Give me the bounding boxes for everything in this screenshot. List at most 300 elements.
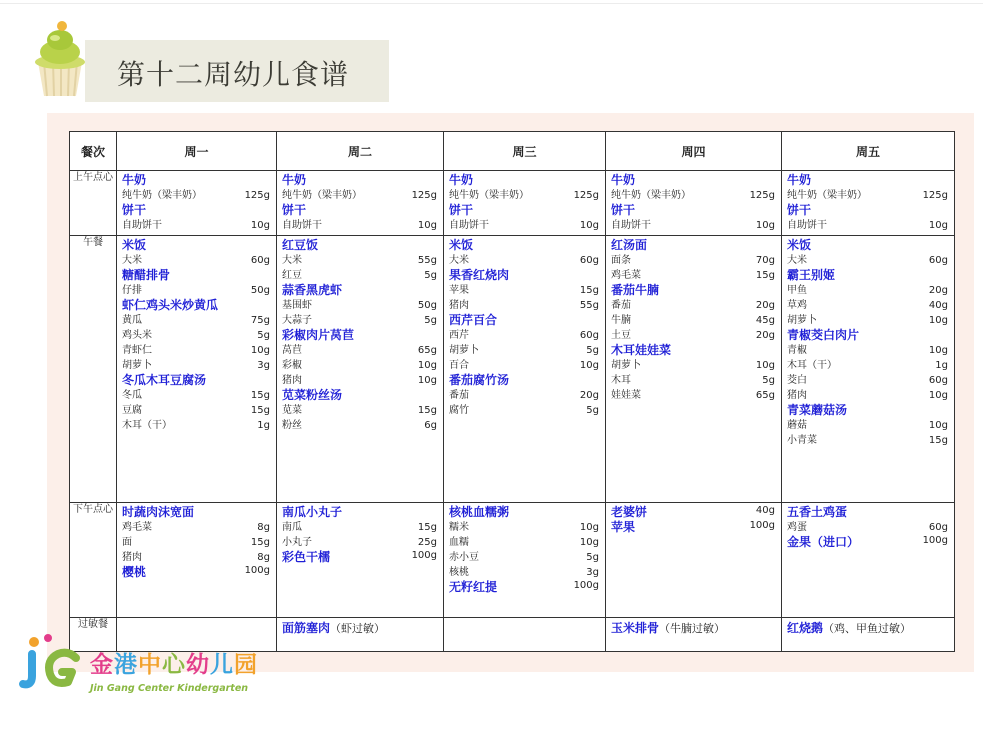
ingredient-line [787, 388, 948, 403]
meal-label: 过敏餐 [70, 618, 117, 652]
meal-row [70, 236, 955, 503]
dish-line [282, 283, 437, 298]
dish-line [787, 268, 948, 283]
ingredient-quantity: 125g [244, 190, 270, 201]
ingredient-line [449, 298, 599, 313]
menu-cell [277, 503, 444, 618]
ingredient-line [787, 298, 948, 313]
ingredient-quantity: 20g [928, 285, 948, 296]
dish-quantity: 100g [244, 565, 270, 576]
dish-name: 无籽红提 [449, 580, 498, 594]
menu-cell [606, 618, 782, 652]
dish-name: 米饭 [787, 238, 812, 252]
ingredient-name: 土豆 [611, 330, 631, 341]
ingredient-quantity: 3g [257, 360, 270, 371]
dish-line [611, 238, 775, 253]
ingredient-name: 甲鱼 [787, 285, 807, 296]
ingredient-quantity: 5g [762, 375, 775, 386]
dish-name: 虾仁鸡头米炒黄瓜 [122, 298, 219, 312]
ingredient-line [787, 253, 948, 268]
ingredient-line [449, 403, 599, 418]
ingredient-line [122, 358, 270, 373]
ingredient-name: 面条 [611, 255, 631, 266]
ingredient-quantity: 10g [417, 375, 437, 386]
dish-quantity: 100g [411, 550, 437, 561]
ingredient-name: 黄瓜 [122, 315, 142, 326]
dish-line [611, 283, 775, 298]
ingredient-line [787, 343, 948, 358]
ingredient-name: 猪肉 [122, 552, 142, 563]
dish-name: 青菜蘑菇汤 [787, 403, 848, 417]
ingredient-line [122, 343, 270, 358]
dish-line [449, 203, 599, 218]
ingredient-line [449, 358, 599, 373]
ingredient-line [611, 218, 775, 233]
dish-name: 青椒茭白肉片 [787, 328, 860, 342]
ingredient-line [122, 550, 270, 565]
day-header: 周三 [444, 132, 606, 171]
dish-quantity: 40g [755, 505, 775, 516]
ingredient-name: 草鸡 [787, 300, 807, 311]
ingredient-quantity: 10g [250, 220, 270, 231]
ingredient-quantity: 50g [417, 300, 437, 311]
dish-line [787, 403, 948, 418]
dish-name: 苹果 [611, 520, 636, 534]
ingredient-quantity: 55g [417, 255, 437, 266]
ingredient-name: 红豆 [282, 270, 302, 281]
ingredient-name: 鸡蛋 [787, 522, 807, 533]
ingredient-name: 鸡毛菜 [611, 270, 641, 281]
ingredient-line [611, 268, 775, 283]
dish-line [122, 298, 270, 313]
menu-cell [782, 236, 955, 503]
dish-line [449, 580, 599, 595]
ingredient-line [282, 253, 437, 268]
ingredient-quantity: 5g [424, 315, 437, 326]
ingredient-name: 大米 [787, 255, 807, 266]
header-row [70, 132, 955, 171]
dish-line [787, 328, 948, 343]
ingredient-line [611, 298, 775, 313]
top-rule [0, 3, 983, 4]
ingredient-name: 彩椒 [282, 360, 302, 371]
ingredient-line [787, 218, 948, 233]
dish-quantity: 100g [749, 520, 775, 531]
ingredient-quantity: 10g [417, 360, 437, 371]
ingredient-quantity: 10g [928, 390, 948, 401]
ingredient-quantity: 125g [749, 190, 775, 201]
ingredient-name: 自助饼干 [449, 220, 489, 231]
ingredient-line [122, 418, 270, 433]
day-header: 周四 [606, 132, 782, 171]
ingredient-quantity: 10g [928, 420, 948, 431]
ingredient-quantity: 8g [257, 552, 270, 563]
ingredient-line [449, 188, 599, 203]
ingredient-quantity: 15g [250, 390, 270, 401]
ingredient-name: 百合 [449, 360, 469, 371]
allergy-note: （虾过敏） [330, 622, 386, 635]
dish-line [787, 505, 948, 520]
dish-line [611, 505, 775, 520]
ingredient-quantity: 20g [579, 390, 599, 401]
ingredient-quantity: 50g [250, 285, 270, 296]
ingredient-quantity: 40g [928, 300, 948, 311]
ingredient-name: 鸡毛菜 [122, 522, 152, 533]
logo-character: 金 [90, 652, 114, 678]
dish-line [282, 505, 437, 520]
ingredient-name: 自助饼干 [122, 220, 162, 231]
ingredient-name: 胡萝卜 [611, 360, 641, 371]
dish-name: 蒜香黑虎虾 [282, 283, 343, 297]
dish-name: 红豆饭 [282, 238, 319, 252]
dish-line [611, 620, 775, 636]
ingredient-quantity: 8g [257, 522, 270, 533]
dish-line [122, 203, 270, 218]
ingredient-quantity: 65g [755, 390, 775, 401]
ingredient-name: 糯米 [449, 522, 469, 533]
dish-line [787, 203, 948, 218]
ingredient-quantity: 6g [424, 420, 437, 431]
ingredient-name: 自助饼干 [787, 220, 827, 231]
ingredient-name: 茭白 [787, 375, 807, 386]
menu-cell [782, 503, 955, 618]
ingredient-line [122, 253, 270, 268]
ingredient-line [282, 358, 437, 373]
dish-quantity: 100g [922, 535, 948, 546]
dish-name: 红烧鹅 [787, 621, 824, 635]
ingredient-name: 大米 [282, 255, 302, 266]
ingredient-quantity: 60g [928, 375, 948, 386]
jg-logo-icon [18, 632, 86, 698]
menu-cell [277, 236, 444, 503]
ingredient-line [449, 565, 599, 580]
ingredient-name: 基围虾 [282, 300, 312, 311]
ingredient-quantity: 5g [257, 330, 270, 341]
dish-line [122, 173, 270, 188]
dish-line [122, 238, 270, 253]
ingredient-name: 青椒 [787, 345, 807, 356]
menu-cell [277, 171, 444, 236]
menu-cell [782, 171, 955, 236]
ingredient-line [122, 388, 270, 403]
ingredient-name: 鸡头米 [122, 330, 152, 341]
day-header: 周一 [117, 132, 277, 171]
ingredient-line [282, 403, 437, 418]
dish-line [282, 328, 437, 343]
ingredient-quantity: 15g [755, 270, 775, 281]
ingredient-quantity: 125g [573, 190, 599, 201]
ingredient-name: 小丸子 [282, 537, 312, 548]
ingredient-name: 纯牛奶（梁丰奶） [282, 190, 362, 201]
dish-name: 饼干 [282, 203, 307, 217]
dish-name: 牛奶 [449, 173, 474, 187]
meal-label: 下午点心 [70, 503, 117, 618]
dish-name: 金果（进口） [787, 535, 860, 549]
ingredient-name: 自助饼干 [611, 220, 651, 231]
ingredient-name: 苹果 [449, 285, 469, 296]
dish-name: 果香红烧肉 [449, 268, 510, 282]
ingredient-line [449, 283, 599, 298]
ingredient-line [787, 188, 948, 203]
dish-name: 牛奶 [282, 173, 307, 187]
dish-line [787, 238, 948, 253]
logo-english-name: Jin Gang Center Kindergarten [90, 683, 249, 694]
dish-name: 饼干 [449, 203, 474, 217]
ingredient-quantity: 60g [928, 522, 948, 533]
ingredient-quantity: 15g [417, 522, 437, 533]
meal-label: 上午点心 [70, 171, 117, 236]
ingredient-quantity: 60g [579, 255, 599, 266]
menu-cell [277, 618, 444, 652]
dish-line [282, 620, 437, 636]
ingredient-name: 猪肉 [449, 300, 469, 311]
ingredient-quantity: 60g [579, 330, 599, 341]
ingredient-name: 牛腩 [611, 315, 631, 326]
ingredient-quantity: 10g [928, 315, 948, 326]
ingredient-quantity: 125g [411, 190, 437, 201]
ingredient-name: 小青菜 [787, 435, 817, 446]
ingredient-name: 仔排 [122, 285, 142, 296]
dish-line [787, 535, 948, 550]
dish-line [282, 388, 437, 403]
dish-line [611, 173, 775, 188]
dish-name: 米饭 [449, 238, 474, 252]
menu-cell [782, 618, 955, 652]
ingredient-quantity: 45g [755, 315, 775, 326]
ingredient-line [122, 283, 270, 298]
ingredient-line [282, 535, 437, 550]
ingredient-quantity: 10g [579, 360, 599, 371]
ingredient-line [122, 328, 270, 343]
ingredient-name: 核桃 [449, 567, 469, 578]
dish-name: 老婆饼 [611, 505, 648, 519]
ingredient-line [449, 218, 599, 233]
ingredient-quantity: 15g [250, 405, 270, 416]
ingredient-line [611, 388, 775, 403]
dish-line [449, 173, 599, 188]
logo-character: 幼 [186, 652, 210, 678]
ingredient-line [787, 520, 948, 535]
day-header: 周二 [277, 132, 444, 171]
ingredient-name: 赤小豆 [449, 552, 479, 563]
ingredient-line [449, 550, 599, 565]
menu-cell [606, 503, 782, 618]
ingredient-line [282, 188, 437, 203]
ingredient-line [122, 218, 270, 233]
ingredient-name: 腐竹 [449, 405, 469, 416]
dish-name: 苋菜粉丝汤 [282, 388, 343, 402]
ingredient-name: 番茄 [449, 390, 469, 401]
dish-name: 玉米排骨 [611, 621, 660, 635]
dish-line [449, 238, 599, 253]
ingredient-name: 木耳（干） [122, 420, 172, 431]
logo-character: 港 [114, 652, 138, 678]
ingredient-quantity: 10g [579, 220, 599, 231]
ingredient-line [611, 313, 775, 328]
ingredient-line [449, 253, 599, 268]
dish-line [282, 203, 437, 218]
dish-name: 彩椒肉片莴苣 [282, 328, 355, 342]
dish-line [449, 268, 599, 283]
meal-label: 午餐 [70, 236, 117, 503]
ingredient-line [611, 328, 775, 343]
dish-line [122, 373, 270, 388]
dish-line [787, 620, 948, 636]
ingredient-name: 纯牛奶（梁丰奶） [449, 190, 529, 201]
ingredient-name: 青虾仁 [122, 345, 152, 356]
ingredient-line [282, 268, 437, 283]
ingredient-quantity: 5g [586, 405, 599, 416]
ingredient-line [449, 520, 599, 535]
dish-name: 牛奶 [122, 173, 147, 187]
dish-line [282, 550, 437, 565]
logo-chinese-name [90, 652, 258, 678]
ingredient-quantity: 1g [257, 420, 270, 431]
ingredient-quantity: 10g [755, 220, 775, 231]
menu-cell [444, 618, 606, 652]
ingredient-name: 豆腐 [122, 405, 142, 416]
logo-character: 园 [234, 652, 258, 678]
ingredient-name: 娃娃菜 [611, 390, 641, 401]
ingredient-name: 猪肉 [282, 375, 302, 386]
dish-name: 米饭 [122, 238, 147, 252]
menu-cell [117, 171, 277, 236]
menu-cell [117, 236, 277, 503]
dish-name: 核桃血糯粥 [449, 505, 510, 519]
ingredient-line [122, 535, 270, 550]
ingredient-quantity: 1g [935, 360, 948, 371]
ingredient-name: 木耳（干） [787, 360, 837, 371]
ingredient-line [282, 373, 437, 388]
ingredient-name: 苋菜 [282, 405, 302, 416]
ingredient-quantity: 125g [922, 190, 948, 201]
ingredient-line [282, 418, 437, 433]
dish-name: 牛奶 [787, 173, 812, 187]
ingredient-quantity: 15g [579, 285, 599, 296]
ingredient-name: 胡萝卜 [449, 345, 479, 356]
ingredient-line [122, 403, 270, 418]
ingredient-quantity: 15g [417, 405, 437, 416]
menu-cell [117, 503, 277, 618]
dish-name: 西芹百合 [449, 313, 498, 327]
dish-name: 牛奶 [611, 173, 636, 187]
ingredient-name: 自助饼干 [282, 220, 322, 231]
ingredient-name: 番茄 [611, 300, 631, 311]
ingredient-line [282, 520, 437, 535]
ingredient-line [787, 313, 948, 328]
logo-character: 中 [138, 652, 162, 678]
ingredient-name: 纯牛奶（梁丰奶） [611, 190, 691, 201]
menu-cell [444, 171, 606, 236]
dish-name: 彩色干檽 [282, 550, 331, 564]
ingredient-quantity: 20g [755, 330, 775, 341]
ingredient-line [282, 298, 437, 313]
ingredient-line [449, 388, 599, 403]
ingredient-line [787, 283, 948, 298]
ingredient-quantity: 10g [579, 522, 599, 533]
dish-line [282, 173, 437, 188]
ingredient-line [122, 520, 270, 535]
ingredient-quantity: 25g [417, 537, 437, 548]
ingredient-line [787, 418, 948, 433]
dish-name: 时蔬肉沫宽面 [122, 505, 195, 519]
ingredient-line [449, 343, 599, 358]
dish-name: 饼干 [611, 203, 636, 217]
ingredient-line [787, 373, 948, 388]
menu-table [69, 131, 955, 652]
dish-quantity: 100g [573, 580, 599, 591]
dish-name: 南瓜小丸子 [282, 505, 343, 519]
ingredient-quantity: 10g [579, 537, 599, 548]
dish-line [449, 505, 599, 520]
ingredient-name: 大米 [122, 255, 142, 266]
ingredient-line [122, 188, 270, 203]
ingredient-line [122, 313, 270, 328]
ingredient-quantity: 75g [250, 315, 270, 326]
ingredient-line [282, 218, 437, 233]
menu-cell [444, 236, 606, 503]
dish-line [449, 373, 599, 388]
kindergarten-logo [18, 632, 278, 702]
dish-name: 冬瓜木耳豆腐汤 [122, 373, 207, 387]
dish-line [611, 520, 775, 535]
ingredient-quantity: 70g [755, 255, 775, 266]
dish-name: 红汤面 [611, 238, 648, 252]
dish-line [449, 313, 599, 328]
ingredient-quantity: 10g [417, 220, 437, 231]
ingredient-name: 冬瓜 [122, 390, 142, 401]
dish-name: 霸王别姬 [787, 268, 836, 282]
ingredient-quantity: 15g [250, 537, 270, 548]
logo-character: 儿 [210, 652, 234, 678]
dish-name: 番茄腐竹汤 [449, 373, 510, 387]
ingredient-name: 莴苣 [282, 345, 302, 356]
ingredient-name: 胡萝卜 [787, 315, 817, 326]
dish-name: 饼干 [122, 203, 147, 217]
ingredient-quantity: 10g [928, 345, 948, 356]
page-title: 第十二周幼儿食谱 [117, 58, 350, 91]
ingredient-name: 胡萝卜 [122, 360, 152, 371]
ingredient-name: 纯牛奶（梁丰奶） [787, 190, 867, 201]
day-header: 周五 [782, 132, 955, 171]
ingredient-quantity: 60g [928, 255, 948, 266]
ingredient-quantity: 10g [928, 220, 948, 231]
dish-name: 五香土鸡蛋 [787, 505, 848, 519]
allergy-note: （鸡、甲鱼过敏） [823, 622, 912, 635]
dish-line [122, 565, 270, 580]
ingredient-name: 纯牛奶（梁丰奶） [122, 190, 202, 201]
allergy-note: （牛腩过敏） [659, 622, 726, 635]
ingredient-line [282, 313, 437, 328]
ingredient-line [787, 433, 948, 448]
dish-name: 饼干 [787, 203, 812, 217]
ingredient-name: 西芹 [449, 330, 469, 341]
ingredient-quantity: 5g [424, 270, 437, 281]
dish-name: 木耳娃娃菜 [611, 343, 672, 357]
dish-line [611, 203, 775, 218]
dish-name: 樱桃 [122, 565, 147, 579]
dish-line [122, 268, 270, 283]
ingredient-quantity: 15g [928, 435, 948, 446]
ingredient-line [611, 358, 775, 373]
meal-row [70, 171, 955, 236]
ingredient-quantity: 55g [579, 300, 599, 311]
menu-cell [444, 503, 606, 618]
ingredient-name: 蘑菇 [787, 420, 807, 431]
menu-cell [606, 236, 782, 503]
ingredient-quantity: 10g [250, 345, 270, 356]
dish-line [122, 505, 270, 520]
